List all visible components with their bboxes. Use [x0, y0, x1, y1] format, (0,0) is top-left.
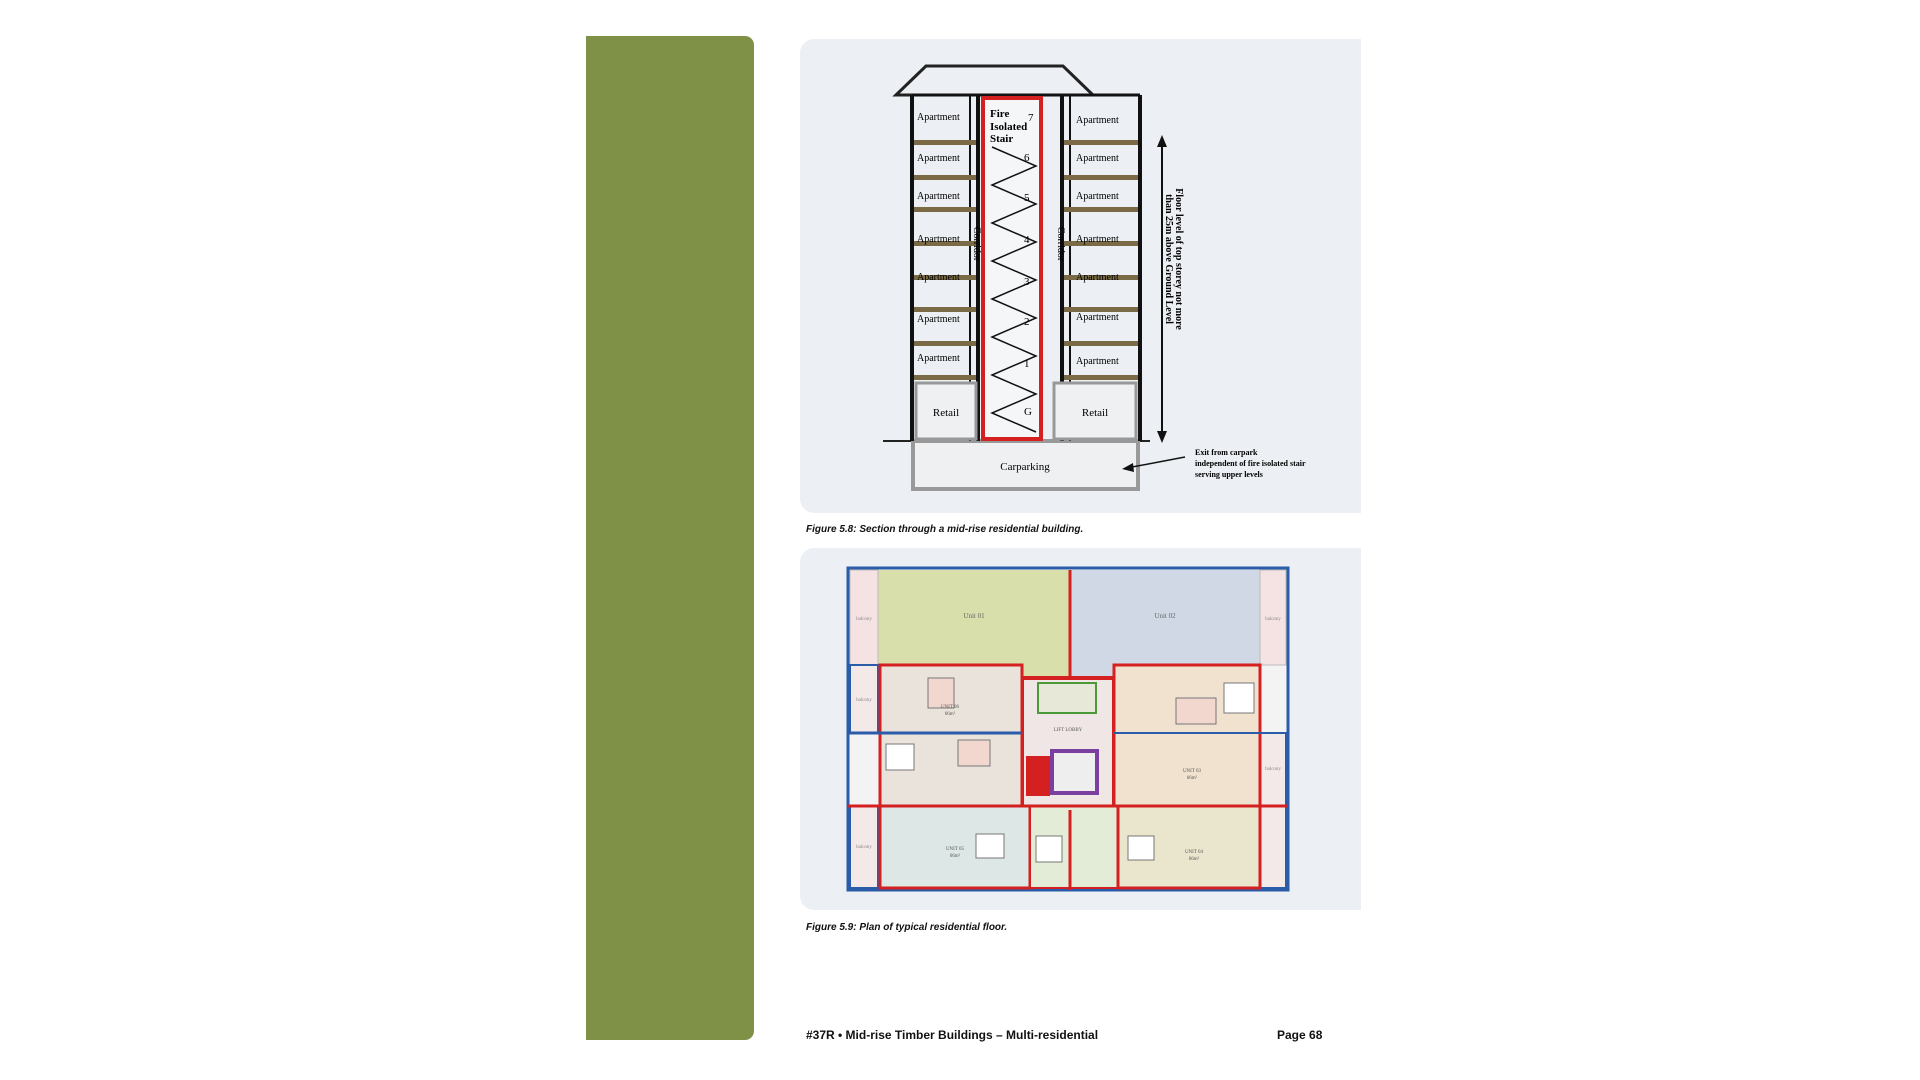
retail-label-left: Retail — [932, 407, 960, 419]
timber-slab-right — [1064, 341, 1138, 346]
section-figure-panel — [800, 39, 1361, 513]
floor-number-label: 2 — [1024, 316, 1030, 328]
floor-plan-drawing — [800, 548, 1361, 910]
figure-5-8-caption: Figure 5.8: Section through a mid-rise residential building. — [806, 524, 1084, 535]
stair-title-line-1: Fire — [990, 108, 1010, 120]
timber-slab-right — [1064, 175, 1138, 180]
apartment-label-left: Apartment — [917, 272, 960, 283]
apartment-label-right: Apartment — [1076, 356, 1119, 367]
floor-number-label: 3 — [1024, 276, 1030, 288]
apartment-label-right: Apartment — [1076, 191, 1119, 202]
balcony-label-4: balcony — [1265, 767, 1281, 772]
roof — [896, 66, 1093, 95]
stair-title-line-3: Stair — [990, 133, 1014, 145]
lift-lobby-label: LIFT LOBBY — [1053, 728, 1083, 733]
lifts — [1038, 683, 1096, 713]
floor-number-label: G — [1024, 406, 1032, 418]
fire-stair — [1052, 751, 1097, 793]
timber-slab-left — [914, 341, 976, 346]
floor-number-label: 7 — [1028, 112, 1034, 124]
floor-number-label: 4 — [1024, 234, 1030, 246]
footer-document-title: #37R • Mid-rise Timber Buildings – Multi-residential — [806, 1028, 1099, 1042]
apartment-label-right: Apartment — [1076, 115, 1119, 126]
unit-area: 66m² — [949, 854, 961, 859]
unit-area: 66m² — [1186, 776, 1198, 781]
floor-number-label: 6 — [1024, 152, 1030, 164]
unit-label: UNIT 03 — [1182, 769, 1202, 774]
fire-isolated-stair — [983, 98, 1041, 439]
balcony-label-1: balcony — [856, 617, 872, 622]
timber-slab-left — [914, 307, 976, 312]
timber-slab-right — [1064, 140, 1138, 145]
figure-5-9-caption: Figure 5.9: Plan of typical residential floor. — [806, 922, 1008, 933]
unit-02-label: Unit 02 — [1154, 612, 1176, 620]
apartment-label-left: Apartment — [917, 353, 960, 364]
floor-number-label: 1 — [1024, 358, 1030, 370]
sidebar-band — [586, 36, 754, 1040]
timber-slab-left — [914, 140, 976, 145]
height-note-line-2: than 25m above Ground Level — [1163, 194, 1174, 324]
corridor-label-left: Corridor — [971, 226, 982, 262]
section-drawing — [800, 39, 1361, 513]
unit-01-label: Unit 01 — [963, 612, 985, 620]
apartment-label-right: Apartment — [1076, 312, 1119, 323]
unit-label: UNIT 04 — [1184, 850, 1204, 855]
unit-area: 66m² — [1188, 857, 1200, 862]
apartment-label-right: Apartment — [1076, 153, 1119, 164]
apartment-label-right: Apartment — [1076, 272, 1119, 283]
fire-wall-block — [1026, 756, 1050, 796]
apartment-label-left: Apartment — [917, 112, 960, 123]
unit-area: 66m² — [944, 712, 956, 717]
apartment-label-left: Apartment — [917, 153, 960, 164]
apartment-label-left: Apartment — [917, 314, 960, 325]
plan-figure-panel — [800, 548, 1361, 910]
balcony-label-3: balcony — [856, 698, 872, 703]
timber-slab-left — [914, 175, 976, 180]
carparking-label: Carparking — [1000, 461, 1050, 473]
footer-page-number: Page 68 — [1277, 1028, 1323, 1042]
exit-note-line-3: serving upper levels — [1195, 470, 1263, 479]
corridor-label-right: Corridor — [1055, 226, 1066, 262]
timber-slab-right — [1064, 207, 1138, 212]
floor-number-label: 5 — [1024, 192, 1030, 204]
exit-note-line-2: independent of fire isolated stair — [1195, 459, 1306, 468]
apartment-label-left: Apartment — [917, 191, 960, 202]
balcony-label-2: balcony — [1265, 617, 1281, 622]
exit-note-line-1: Exit from carpark — [1195, 448, 1258, 457]
height-note-line-1: Floor level of top storey not more — [1173, 188, 1184, 330]
apartment-label-right: Apartment — [1076, 234, 1119, 245]
stair-title-line-2: Isolated — [990, 121, 1028, 133]
retail-label-right: Retail — [1081, 407, 1109, 419]
balcony-label-5: balcony — [856, 845, 872, 850]
unit-label: UNIT 05 — [945, 847, 965, 852]
timber-slab-left — [914, 207, 976, 212]
unit-label: UNIT 06 — [940, 705, 960, 710]
apartment-label-left: Apartment — [917, 234, 960, 245]
